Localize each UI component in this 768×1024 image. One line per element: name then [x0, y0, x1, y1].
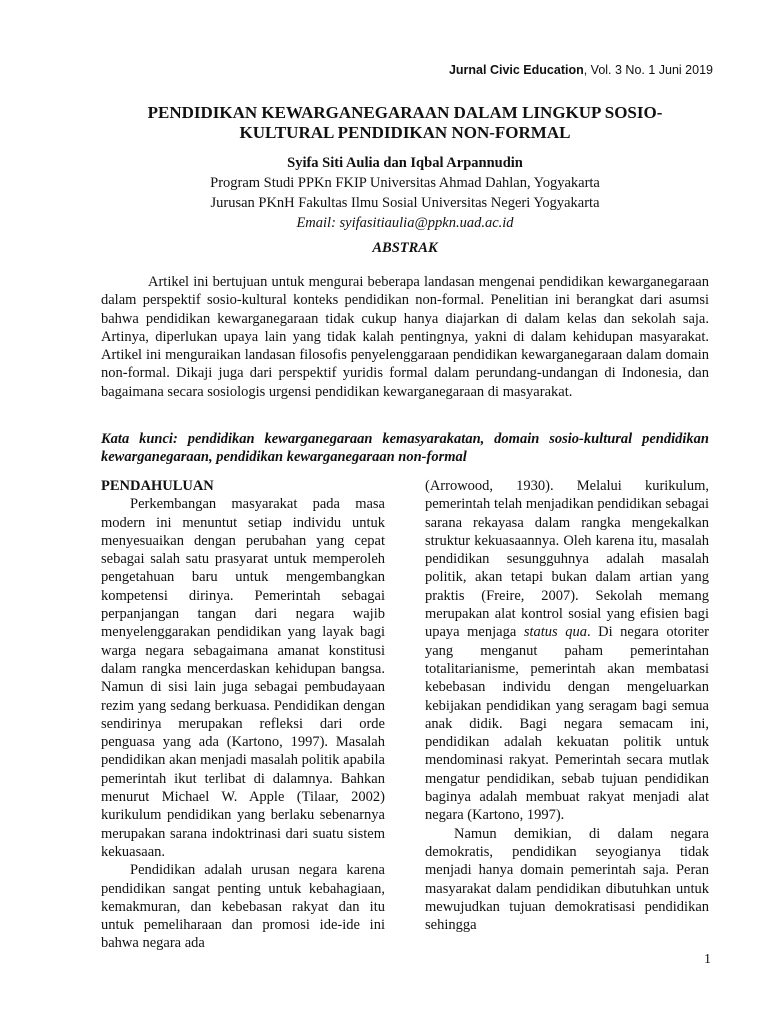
body-paragraph: Namun demikian, di dalam negara demokratis, pendidikan seyogianya tidak menjadi hanya domain pemerintah saja. Peran masyarakat dalam pendidikan dibutuhkan untuk mewujudkan tujuan demokratisasi pendidikan sehingga: [425, 825, 709, 934]
abstract-text: Artikel ini bertujuan untuk mengurai beberapa landasan mengenai pendidikan kewarganegaraan dalam perspektif sosio-kultural konteks pendidikan non-formal. Penelitian ini berangkat dari asumsi bahwa pendidikan kewarganegaraan tidak cukup hanya diajarkan di dalam kelas dan sekolah saja. Artinya, diperlukan upaya lain yang tidak kalah pentingnya, yakni di dalam kehidupan masyarakat. Artikel ini menguraikan landasan filosofis penyelenggaraan pendidikan kewarganegaraan dalam domain non-formal. Dikaji juga dari perspektif yuridis formal dalam perundang-undangan di Indonesia, dan bagaimana secara sosiologis urgensi pendidikan kewarganegaraan di masyarakat.: [101, 274, 709, 400]
author-email: Email: syifasitiaulia@ppkn.uad.ac.id: [296, 215, 514, 231]
paragraph-text: . Di negara otoriter yang menganut paham pemerintahan totalitarianisme, pemerintah akan membatasi kebebasan individu dengan mengeluarkan kebijakan pendidikan yang seragam bagi semua anak didik. Bagi negara semacam ini, pendidikan adalah kekuatan politik untuk mendominasi rakyat. Pemerintah secara mutlak mengatur pendidikan, sebab tujuan pendidikan baginya adalah membuat rakyat menjadi alat negara (Kartono, 1997).: [425, 624, 709, 824]
keywords: Kata kunci: pendidikan kewarganegaraan kemasyarakatan, domain sosio-kultural pendidikan kewarganegaraan, pendidikan kewarganegaraan non-formal: [101, 431, 709, 466]
running-head: [449, 63, 713, 77]
journal-name: Jurnal Civic Education: [448, 63, 584, 77]
body-column-left: [101, 477, 385, 953]
page-number: 1: [704, 952, 711, 967]
title-line-2: KULTURAL PENDIDIKAN NON-FORMAL: [239, 123, 571, 142]
author-names: Syifa Siti Aulia dan Iqbal Arpannudin: [287, 155, 523, 171]
affiliation-2: Jurusan PKnH Fakultas Ilmu Sosial Universitas Negeri Yogyakarta: [210, 195, 600, 211]
section-heading: PENDAHULUAN: [101, 478, 214, 494]
journal-issue: , Vol. 3 No. 1 Juni 2019: [583, 63, 713, 77]
affiliation-1: Program Studi PPKn FKIP Universitas Ahmad Dahlan, Yogyakarta: [210, 175, 600, 191]
italic-term: status qua: [523, 624, 587, 641]
body-paragraph: Pendidikan adalah urusan negara karena pendidikan sangat penting untuk kebahagiaan, kemakmuran, dan kebebasan rakyat dan itu untuk pemeliharaan dan promosi ide-ide ini bahwa negara ada: [101, 862, 385, 952]
author-block: [100, 153, 710, 233]
abstract-heading: ABSTRAK: [372, 240, 438, 256]
body-column-right: [425, 477, 709, 934]
paper-title: [100, 103, 710, 143]
paragraph-text: (Arrowood, 1930). Melalui kurikulum, pemerintah telah menjadikan pendidikan sebagai sarana rekayasa dalam rangka mengekalkan struktur kekuasaannya. Oleh karena itu, masalah pendidikan sesungguhnya adalah masalah politik, akan tetapi bukan dalam artian yang praktis (Freire, 2007). Sekolah memang merupakan alat kontrol sosial yang efisien bagi upaya menjaga: [425, 478, 709, 641]
title-line-1: PENDIDIKAN KEWARGANEGARAAN DALAM LINGKUP SOSIO-: [147, 103, 663, 122]
body-paragraph: [425, 477, 709, 825]
body-paragraph: Perkembangan masyarakat pada masa modern ini menuntut setiap individu untuk menyesuaikan dengan perubahan yang cepat sebagai salah satu prasyarat untuk memperoleh pengetahuan baru untuk mengembangkan kompetensi dirinya. Pemerintah sebagai perpanjangan tangan dari negara wajib menyelenggarakan pendidikan yang layak bagi warga negara sebagaimana amanat konstitusi dalam rangka mencerdaskan kehidupan bangsa. Namun di sisi lain juga sebagai pembudayaan rezim yang sedang berkuasa. Pendidikan dengan sendirinya merupakan refleksi dari orde penguasa yang ada (Kartono, 1997). Masalah pendidikan akan menjadi masalah politik apabila pemerintah ikut terlibat di dalamnya. Bahkan menurut Michael W. Apple (Tilaar, 2002) kurikulum pendidikan yang berlaku sebenarnya merupakan sarana indoktrinasi dari suatu sistem kekuasaan.: [101, 496, 385, 860]
